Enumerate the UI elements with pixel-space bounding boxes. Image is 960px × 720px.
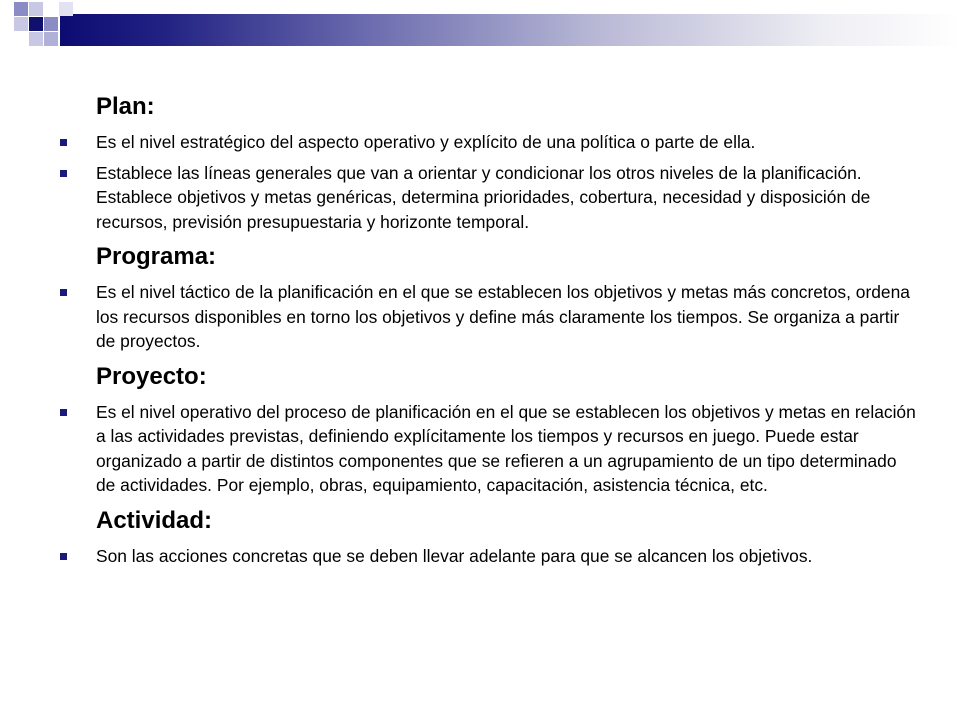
square-bullet-icon: [60, 553, 67, 560]
list-item: [56, 130, 916, 155]
decor-square: [44, 17, 58, 31]
list-item-text: Es el nivel táctico de la planificación en el que se establecen los objetivos y metas más concretos, ordena los recursos disponibles en torno los objetivos y define más claramente los tiempos. Se organiza a partir de proyectos.: [96, 282, 910, 351]
square-bullet-icon: [60, 170, 67, 177]
decor-square: [29, 32, 43, 46]
list-item-text: Es el nivel estratégico del aspecto operativo y explícito de una política o parte de ella.: [96, 132, 756, 152]
header-gradient-bar: [60, 14, 960, 46]
list-item: [56, 161, 916, 235]
section-heading-plan: Plan:: [96, 93, 155, 120]
decor-square: [29, 2, 43, 16]
list-item-text: Establece las líneas generales que van a orientar y condicionar los otros niveles de la planificación. Establece objetivos y metas genéricas, determina prioridades, cobertura, necesidad y disposición de recursos, previsión presupuestaria y horizonte temporal.: [96, 162, 871, 232]
square-bullet-icon: [60, 289, 67, 296]
list-item-text: Es el nivel operativo del proceso de planificación en el que se establecen los objetivos y metas en relación a las actividades previstas, definiendo explícitamente los tiempos y recursos en juego. Puede estar organizado a partir de distintos componentes que se refieren a un agrupamiento de un tipo determinado de actividades. Por ejemplo, obras, equipamiento, capacitación, asistencia técnica, etc.: [96, 401, 916, 495]
list-item-text: Son las acciones concretas que se deben llevar adelante para que se alcancen los objetivos.: [96, 545, 813, 566]
decor-square: [44, 32, 58, 46]
header-squares-decoration: [14, 2, 74, 47]
square-bullet-icon: [60, 139, 67, 146]
section-heading-proyecto: Proyecto:: [96, 362, 207, 390]
decor-square: [59, 2, 73, 16]
decor-square: [14, 17, 28, 31]
list-item: [56, 544, 916, 569]
decor-square: [29, 17, 43, 31]
list-item: [56, 280, 916, 354]
slide-content: [56, 90, 916, 574]
square-bullet-icon: [60, 409, 67, 416]
section-heading-actividad: Actividad:: [96, 506, 213, 534]
decor-square: [14, 2, 28, 16]
list-item: [56, 400, 916, 498]
section-heading-programa: Programa:: [96, 243, 217, 270]
